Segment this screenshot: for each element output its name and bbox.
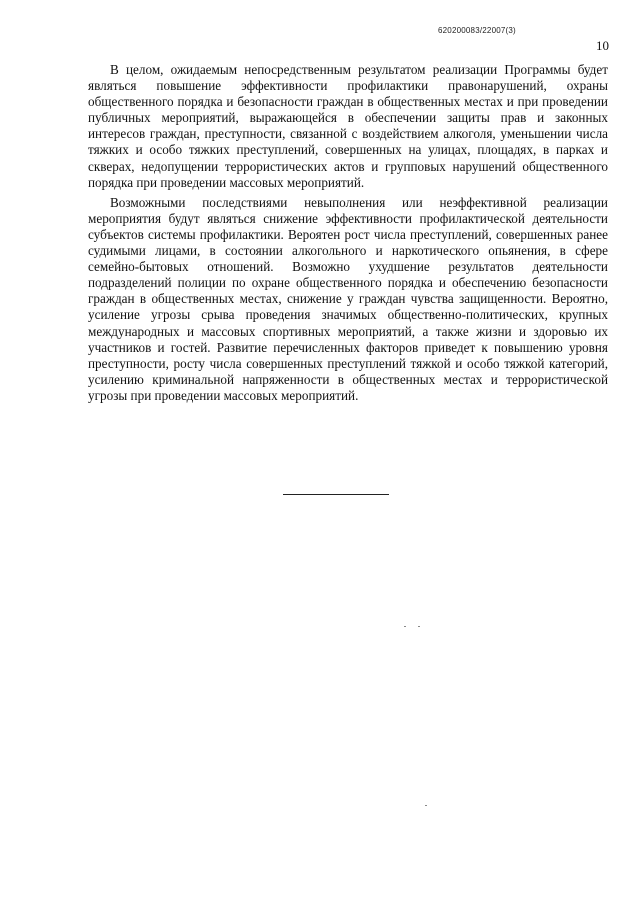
page-number: 10 bbox=[596, 38, 609, 53]
end-of-text-rule bbox=[283, 494, 389, 495]
document-code: 620200083/22007(3) bbox=[438, 26, 516, 35]
paragraph-possible-consequences: Возможными последствиями невыполнения или неэффективной реализации мероприятия будут являться снижение эффективности профилактической деятельности субъектов системы профилактики. Вероятен рост числа преступлений, совершенных ранее судимыми лицами, в состоянии алкогольного и наркотического опьянения, в сфере семейно-бытовых отношений. Возможно ухудшение результатов деятельности подразделений полиции по охране общественного порядка и обеспечению безопасности граждан в общественных местах, снижение у граждан чувства защищенности. Вероятно, усиление угрозы срыва проведения значимых общественно-политических, крупных международных и массовых спортивных мероприятий, а также жизни и здоровью их участников и гостей. Развитие перечисленных факторов приведет к повышению уровня преступности, росту числа совершенных преступлений тяжкой и особо тяжкой категорий, усилению криминальной напряженности в общественных местах и террористической угрозы при проведении массовых мероприятий. bbox=[88, 194, 608, 403]
scan-speck bbox=[418, 626, 420, 627]
paragraph-expected-results: В целом, ожидаемым непосредственным результатом реализации Программы будет являться повышение эффективности профилактики правонарушений, охраны общественного порядка и безопасности граждан в общественных местах и при проведении публичных мероприятий, выражающейся в обеспечении защиты прав и законных интересов граждан, преступности, связанной с воздействием алкоголя, уменьшении числа тяжких и особо тяжких преступлений, совершенных на улицах, площадях, в парках и скверах, недопущении террористических актов и групповых нарушений общественного порядка при проведении массовых мероприятий. bbox=[88, 62, 608, 190]
scan-speck bbox=[425, 805, 427, 806]
body-text bbox=[88, 62, 608, 404]
scan-speck bbox=[404, 626, 406, 627]
